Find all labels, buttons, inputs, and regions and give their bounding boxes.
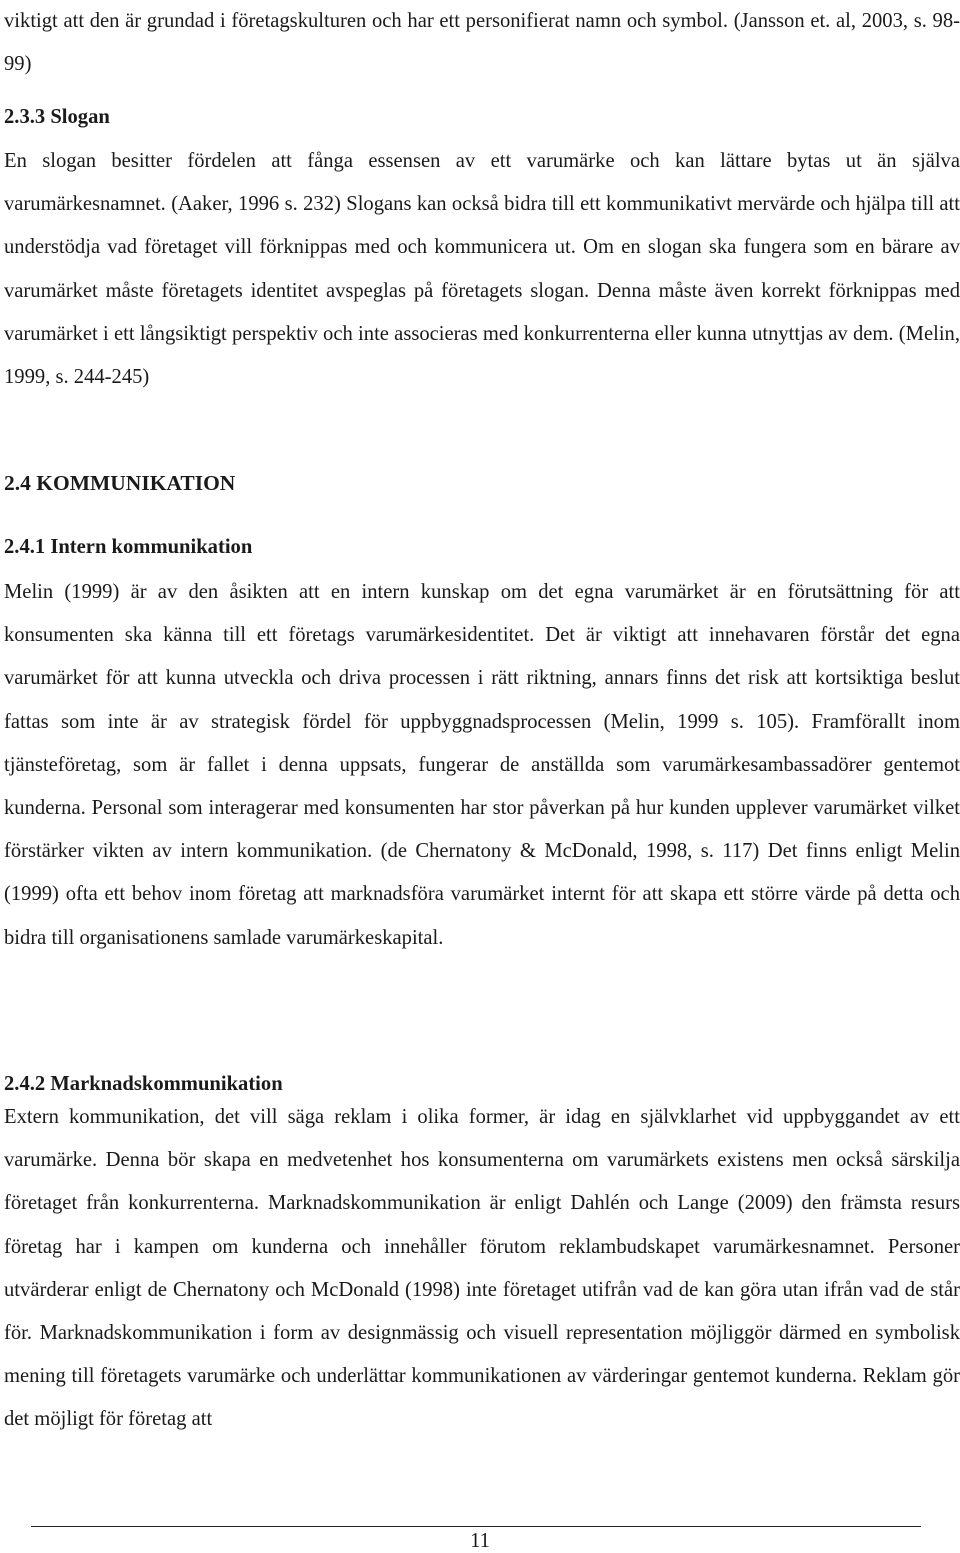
marknadskommunikation-paragraph: Extern kommunikation, det vill säga reklam i olika former, är idag en självklarhet vid uppbyggandet av ett varumärke. Denna bör skapa en medvetenhet hos konsumenterna om varumärkets existens men också särskilja företaget från konkurrenterna. Marknadskommunikation är enligt Dahlén och Lange (2009) den främsta resurs företag har i kampen om kunderna och innehåller förutom reklambudskapet varumärkesnamnet. Personer utvärderar enligt de Chernatony och McDonald (1998) inte företaget utifrån vad de kan göra utan ifrån vad de står för. Marknadskommunikation i form av designmässig och visuell representation möjliggör därmed en symbolisk mening till företagets varumärke och underlättar kommunikationen av värderingar gentemot kunderna. Reklam gör det möjligt för företag att [4, 1106, 960, 1431]
footer-divider [31, 1526, 921, 1527]
section-heading-2-3-3: 2.3.3 Slogan [4, 106, 110, 128]
intro-paragraph: viktigt att den är grundad i företagskulturen och har ett personifierat namn och symbol. (Jansson et. al, 2003, s. 98-99) [4, 10, 960, 76]
section-heading-2-4-1: 2.4.1 Intern kommunikation [4, 536, 253, 558]
slogan-paragraph: En slogan besitter fördelen att fånga essensen av ett varumärke och kan lättare bytas ut än själva varumärkesnamnet. (Aaker, 1996 s. 232) Slogans kan också bidra till ett kommunikativt mervärde och hjälpa till att understödja vad företaget vill förknippas med och kommunicera ut. Om en slogan ska fungera som en bärare av varumärket måste företagets identitet avspeglas på företagets slogan. Denna måste även korrekt förknippas med varumärket i ett långsiktigt perspektiv och inte associeras med konkurrenterna eller kunna utnyttjas av dem. (Melin, 1999, s. 244-245) [4, 150, 960, 389]
section-heading-2-4-2: 2.4.2 Marknadskommunikation [4, 1073, 283, 1095]
intern-kommunikation-paragraph: Melin (1999) är av den åsikten att en intern kunskap om det egna varumärket är en förutsättning för att konsumenten ska känna till ett företags varumärkesidentitet. Det är viktigt att innehavaren förstår det egna varumärket för att kunna utveckla och driva processen i rätt riktning, annars finns det risk att kortsiktiga beslut fattas som inte är av strategisk fördel för uppbyggnadsprocessen (Melin, 1999 s. 105). Framförallt inom tjänsteföretag, som är fallet i denna uppsats, fungerar de anställda som varumärkesambassadörer gentemot kunderna. Personal som interagerar med konsumenten har stor påverkan på hur kunden upplever varumärket vilket förstärker vikten av intern kommunikation. (de Chernatony & McDonald, 1998, s. 117) Det finns enligt Melin (1999) ofta ett behov inom företag att marknadsföra varumärket internt för att skapa ett större värde på detta och bidra till organisationens samlade varumärkeskapital. [4, 581, 960, 949]
section-heading-2-4: 2.4 KOMMUNIKATION [4, 471, 236, 495]
page-number: 11 [470, 1530, 490, 1552]
